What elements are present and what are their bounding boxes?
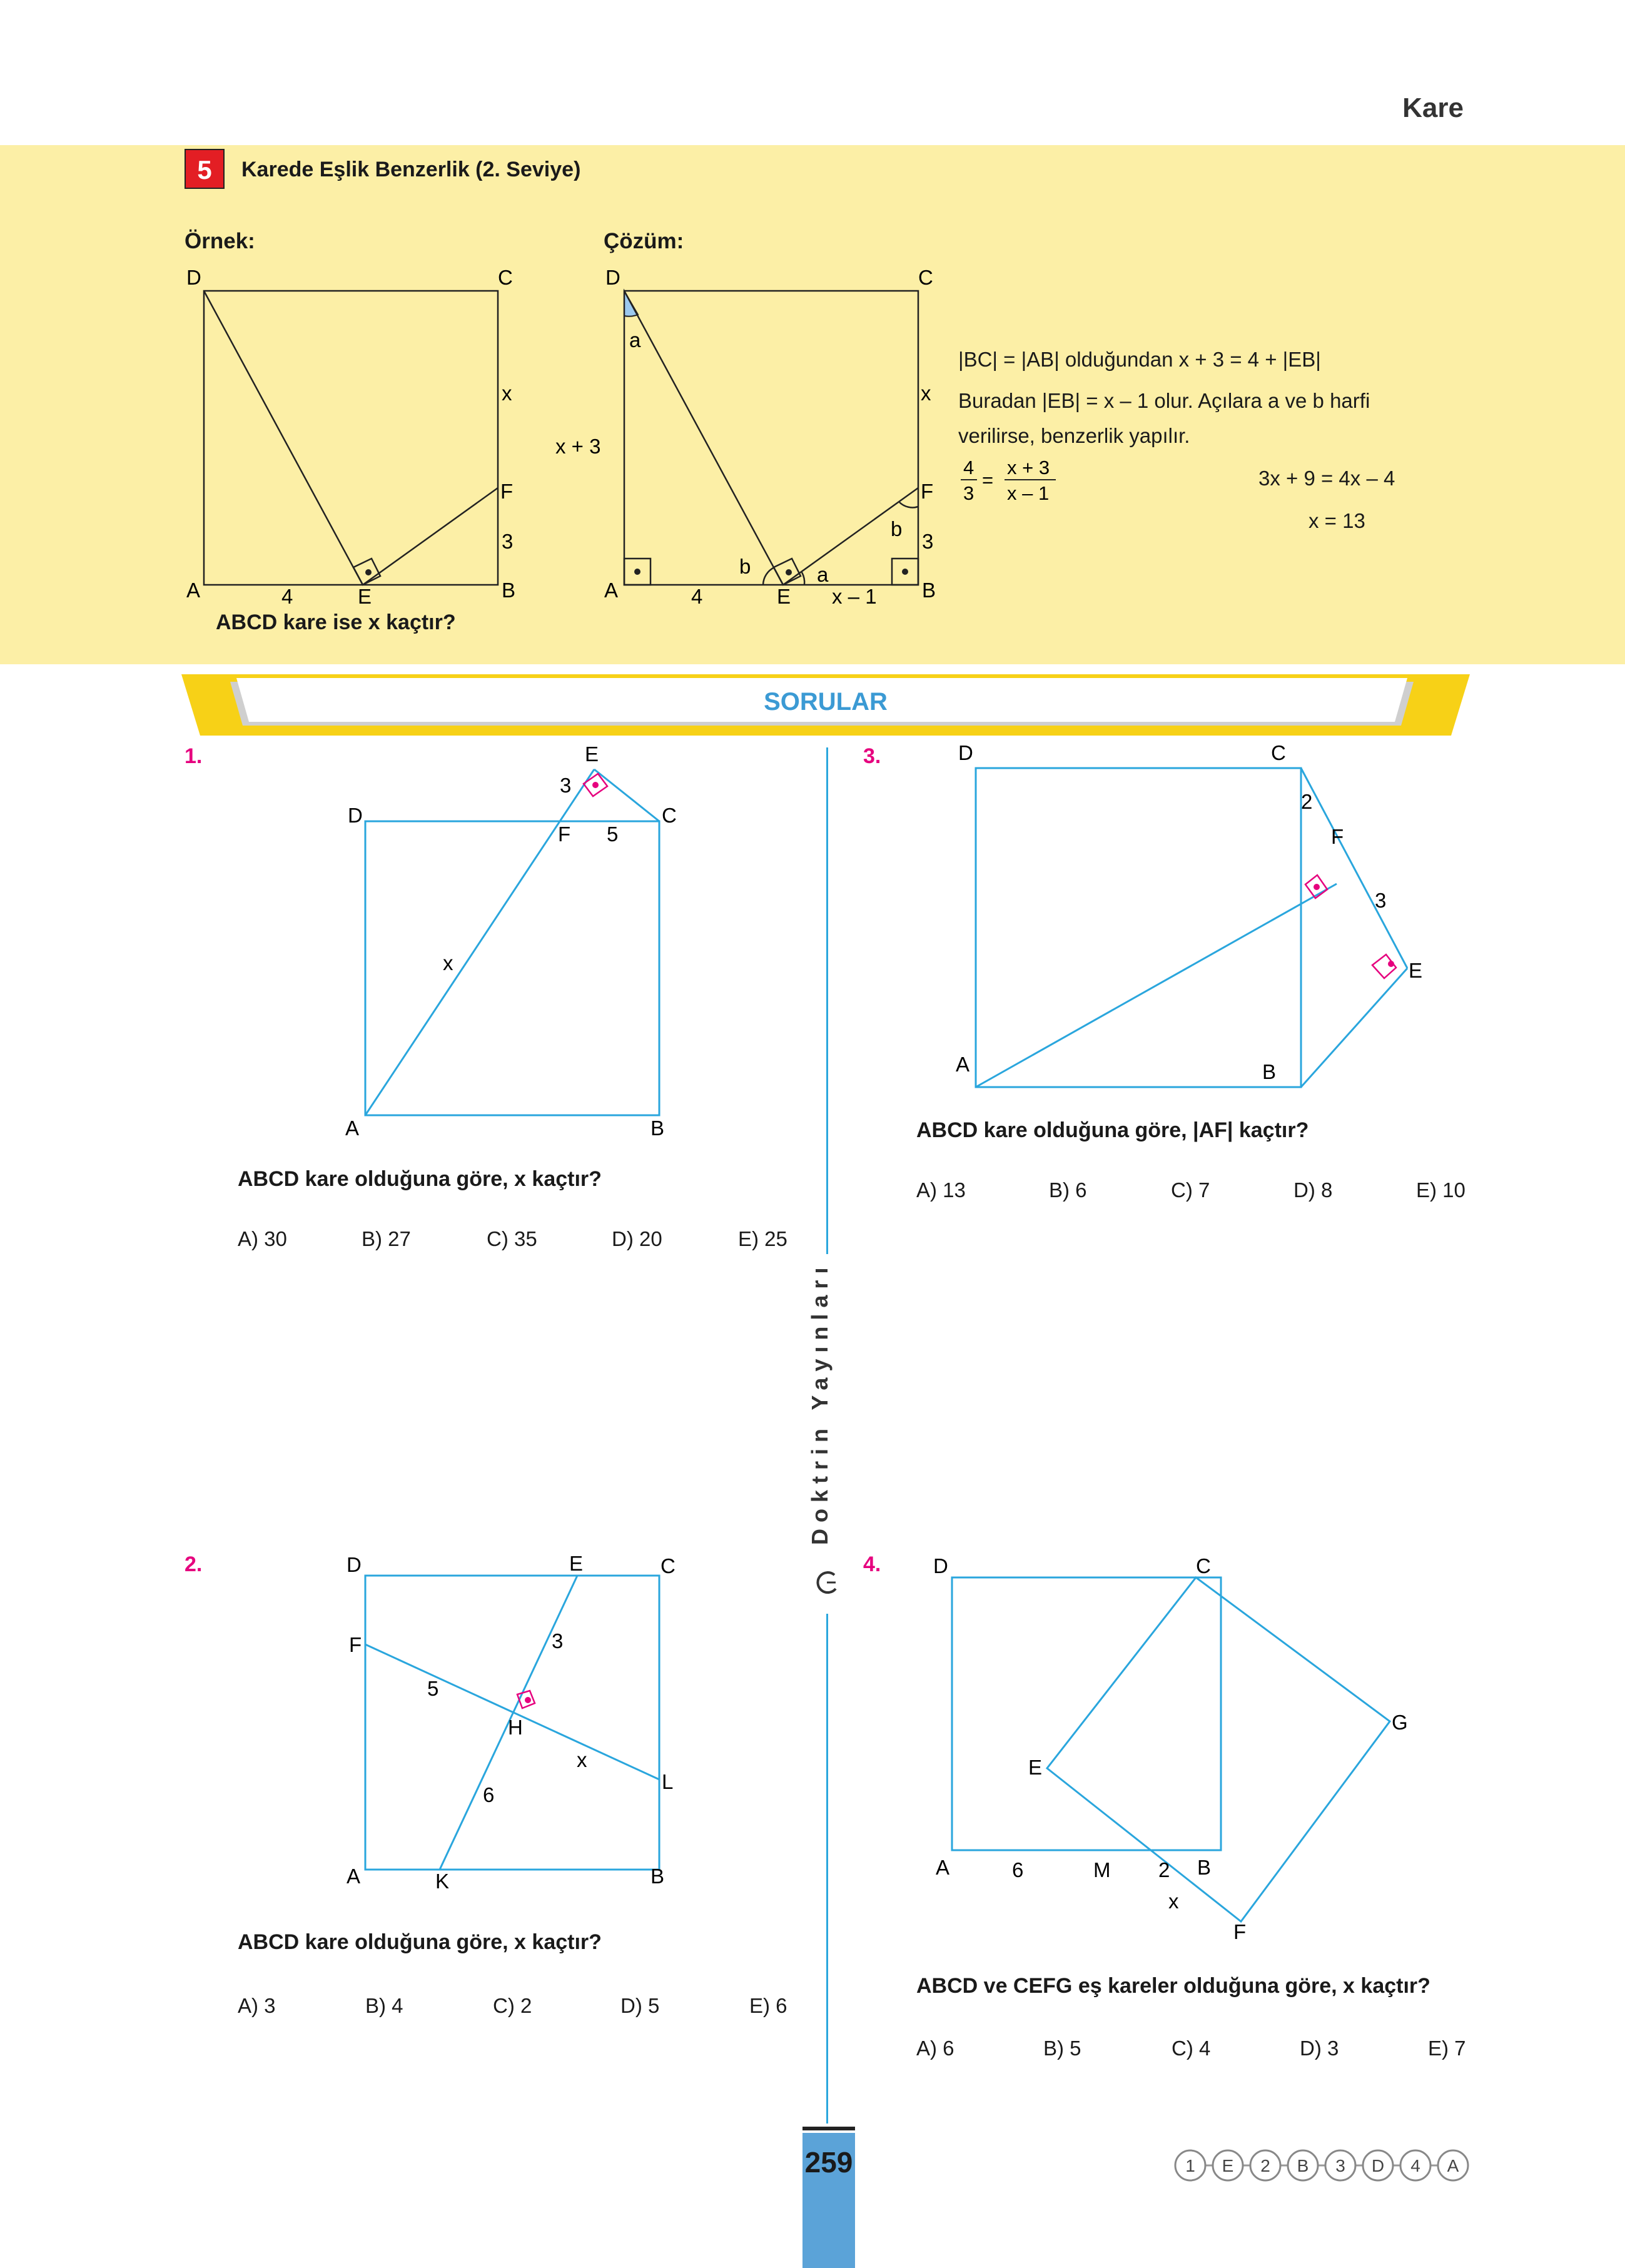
svg-text:A: A [345,1116,360,1140]
q3-option-d[interactable]: D) 8 [1293,1178,1333,1202]
svg-text:B: B [1262,1060,1277,1083]
svg-text:4: 4 [963,457,974,478]
page-number-rule [802,2127,855,2130]
q1-option-a[interactable]: A) 30 [238,1227,287,1250]
answer-key-label: 3 [1335,2156,1345,2175]
svg-text:C: C [661,1554,676,1577]
svg-text:B: B [651,1865,665,1888]
svg-text:5: 5 [607,823,619,846]
q2-number: 2. [185,1552,203,1576]
q4-option-c[interactable]: C) 4 [1172,2037,1211,2060]
svg-text:E: E [777,585,791,608]
svg-text:4: 4 [691,585,703,608]
svg-text:E: E [1028,1756,1043,1779]
svg-text:C: C [918,266,933,289]
label-b: B [502,579,516,602]
label-4: 4 [281,585,293,608]
svg-text:x + 3: x + 3 [555,435,601,458]
svg-text:3: 3 [922,530,934,553]
svg-text:3: 3 [1375,889,1387,912]
svg-text:x: x [443,951,453,975]
publisher-logo-icon [813,1569,841,1596]
svg-text:D: D [348,804,363,827]
svg-text:F: F [349,1633,362,1656]
q3-text: ABCD kare olduğuna göre, |AF| kaçtır? [916,1118,1309,1142]
svg-text:5: 5 [427,1677,439,1700]
q4-figure [926,1548,1426,1948]
svg-text:x – 1: x – 1 [832,585,877,608]
answer-key-label: E [1222,2156,1234,2175]
answer-key-label: 4 [1410,2156,1420,2175]
svg-text:2: 2 [1301,790,1313,813]
q1-option-e[interactable]: E) 25 [738,1227,787,1250]
q1-option-d[interactable]: D) 20 [612,1227,662,1250]
svg-text:M: M [1093,1858,1111,1881]
svg-text:B: B [1197,1856,1212,1879]
label-f: F [500,480,514,503]
q2-option-d[interactable]: D) 5 [620,1994,660,2017]
svg-text:=: = [982,469,994,491]
sorular-banner [181,674,1470,737]
svg-text:G: G [1392,1711,1408,1734]
svg-text:B: B [922,579,936,602]
svg-text:6: 6 [1012,1858,1024,1881]
fraction-equation [958,453,1083,504]
svg-text:H: H [508,1716,523,1739]
q1-figure [338,741,688,1142]
svg-text:C: C [662,804,677,827]
svg-text:A: A [604,579,619,602]
svg-text:D: D [347,1553,362,1576]
answer-key-label: A [1447,2156,1459,2175]
answer-key-label: B [1297,2156,1309,2175]
q4-option-a[interactable]: A) 6 [916,2037,954,2060]
section-number-badge: 5 [185,149,225,189]
label-3: 3 [502,530,514,553]
svg-text:x + 3: x + 3 [1007,457,1050,478]
example-label: Örnek: [185,229,255,253]
svg-text:F: F [921,480,934,503]
column-divider-top [826,747,828,1254]
svg-text:a: a [817,563,829,586]
q3-number: 3. [863,744,881,768]
svg-text:D: D [605,266,620,289]
example-question: ABCD kare ise x kaçtır? [216,610,456,634]
svg-text:6: 6 [483,1783,495,1806]
answer-key-label: 1 [1185,2156,1195,2175]
equation-2: x = 13 [1309,509,1365,532]
solution-line-2: Buradan |EB| = x – 1 olur. Açılara a ve b harfi [958,389,1370,412]
sorular-label: SORULAR [764,688,888,716]
q4-number: 4. [863,1552,881,1576]
equation-1: 3x + 9 = 4x – 4 [1258,467,1395,490]
svg-text:K: K [435,1870,450,1893]
label-x: x [502,382,512,405]
q3-option-c[interactable]: C) 7 [1171,1178,1210,1202]
label-d: D [186,266,201,289]
page-number: 259 [804,2146,853,2179]
q2-option-c[interactable]: C) 2 [493,1994,532,2017]
q1-text: ABCD kare olduğuna göre, x kaçtır? [238,1167,602,1191]
svg-text:x: x [921,382,931,405]
svg-text:E: E [1409,959,1423,982]
svg-text:A: A [347,1865,361,1888]
svg-text:A: A [936,1856,950,1879]
q4-text: ABCD ve CEFG eş kareler olduğuna göre, x kaçtır? [916,1974,1430,1998]
svg-text:F: F [1331,825,1344,848]
svg-text:D: D [933,1554,948,1577]
svg-text:L: L [662,1770,674,1793]
q4-option-e[interactable]: E) 7 [1428,2037,1466,2060]
svg-text:3: 3 [552,1629,564,1653]
svg-text:F: F [558,823,571,846]
q3-option-b[interactable]: B) 6 [1049,1178,1087,1202]
label-e: E [358,585,372,608]
svg-text:F: F [1233,1920,1247,1943]
svg-text:A: A [956,1053,970,1076]
section-title: Karede Eşlik Benzerlik (2. Seviye) [241,158,581,181]
svg-text:C: C [1196,1554,1211,1577]
q3-option-a[interactable]: A) 13 [916,1178,966,1202]
q1-option-b[interactable]: B) 27 [362,1227,411,1250]
svg-text:x: x [1168,1890,1179,1913]
svg-text:b: b [739,555,751,578]
svg-text:3: 3 [963,482,974,504]
label-a: A [186,579,201,602]
chapter-title: Kare [1402,93,1464,123]
q1-option-c[interactable]: C) 35 [487,1227,537,1250]
q2-figure [338,1548,688,1905]
label-c: C [498,266,513,289]
svg-text:3: 3 [560,774,572,797]
solution-line-1: |BC| = |AB| olduğundan x + 3 = 4 + |EB| [958,348,1321,371]
q3-option-e[interactable]: E) 10 [1416,1178,1466,1202]
svg-text:x: x [577,1748,587,1771]
q2-option-a[interactable]: A) 3 [238,1994,276,2017]
q2-option-e[interactable]: E) 6 [749,1994,787,2017]
solution-label: Çözüm: [604,229,684,253]
q1-number: 1. [185,744,203,768]
publisher-vertical: Doktrin Yayınları [807,1261,833,1545]
segment-de [204,291,363,585]
svg-text:x – 1: x – 1 [1007,482,1050,504]
svg-text:a: a [629,328,641,352]
example-square [204,291,498,585]
solution-line-3: verilirse, benzerlik yapılır. [958,424,1190,447]
svg-text:D: D [958,741,973,764]
svg-text:C: C [1271,741,1286,764]
svg-text:E: E [585,742,599,766]
column-divider-bottom [826,1614,828,2124]
answer-key-label: 2 [1260,2156,1270,2175]
q2-option-b[interactable]: B) 4 [365,1994,403,2017]
svg-text:B: B [651,1116,665,1140]
q4-option-d[interactable]: D) 3 [1300,2037,1339,2060]
svg-text:b: b [891,517,903,540]
svg-text:2: 2 [1158,1858,1170,1881]
answer-key [1173,2147,1473,2184]
svg-text:E: E [569,1552,584,1575]
solution-figure [555,266,951,629]
segment-ef [363,488,498,585]
q3-figure [944,741,1445,1091]
q4-option-b[interactable]: B) 5 [1043,2037,1081,2060]
example-figure [181,266,532,629]
answer-key-label: D [1371,2156,1385,2175]
q2-text: ABCD kare olduğuna göre, x kaçtır? [238,1930,602,1954]
